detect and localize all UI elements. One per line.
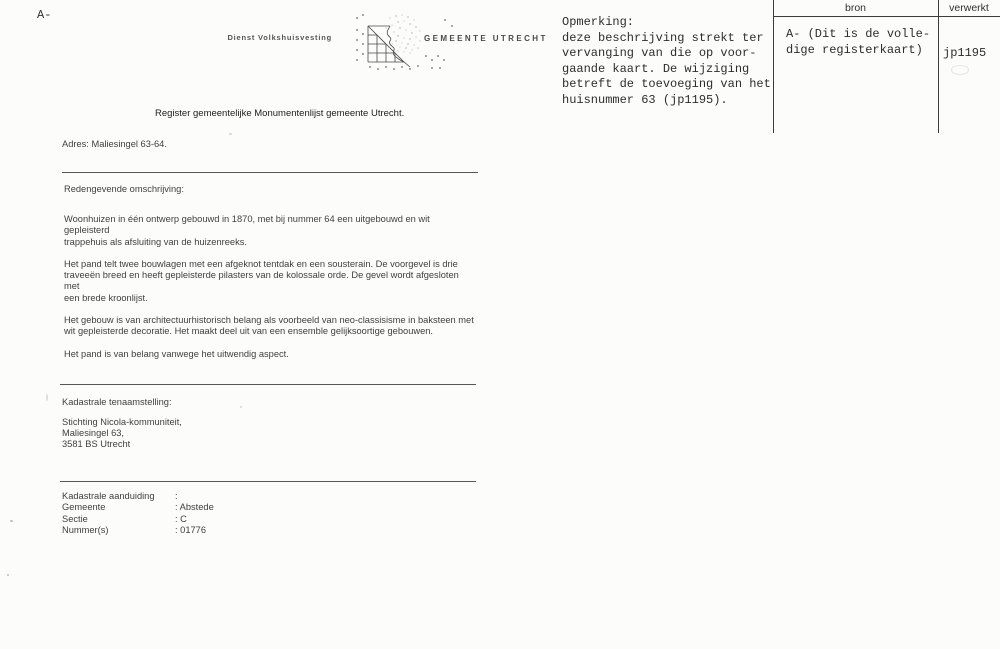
owner-line: Stichting Nicola-kommuniteit, <box>62 417 182 427</box>
column-header-bron: bron <box>844 2 866 14</box>
department-label: Dienst Volkshuisvesting <box>227 33 332 42</box>
description-paragraph <box>64 214 474 248</box>
cadastral-label: Nummer(s) <box>62 524 109 535</box>
cadastral-value: : Abstede <box>175 502 214 513</box>
remark-line: gaande kaart. De wijziging <box>562 61 750 76</box>
cadastral-row <box>62 525 422 536</box>
cadastral-value: : <box>175 491 178 501</box>
cadastral-value: : 01776 <box>175 524 207 535</box>
description-paragraph <box>64 349 474 360</box>
scan-artifact <box>229 133 232 135</box>
page-title: Register gemeentelijke Monumentenlijst gemeente Utrecht. <box>155 108 405 119</box>
bron-entry-line: dige registerkaart) <box>786 42 923 57</box>
description-paragraphs <box>64 214 474 371</box>
paragraph-line: Het gebouw is van architectuurhistorisch belang als voorbeeld van neo-classisisme in baksteen met <box>64 315 474 326</box>
cadastral-label: Kadastrale aanduiding <box>62 491 155 501</box>
cadastral-row <box>62 491 422 502</box>
divider-rule <box>62 172 478 173</box>
verwerkt-entry: jp1195 <box>943 46 987 60</box>
logo-speckle-cloud <box>385 14 421 54</box>
owner-line: Maliesingel 63, <box>62 428 125 438</box>
bron-entry <box>786 27 930 58</box>
column-header-verwerkt: verwerkt <box>949 2 989 14</box>
remark-line: huisnummer 63 (jp1195). <box>562 92 728 107</box>
ownership-block <box>62 417 182 450</box>
bron-entry-line: A- (Dit is de volle- <box>786 27 931 41</box>
paragraph-line: Het pand telt twee bouwlagen met een afgeknot tentdak en een sousterain. De voorgevel is drie <box>64 258 458 269</box>
scan-artifact <box>7 574 9 576</box>
remark-line: betreft de toevoeging van het <box>562 77 771 92</box>
cadastral-value: : C <box>175 513 187 524</box>
scan-artifact <box>10 520 13 522</box>
remark-line: deze beschrijving strekt ter <box>562 30 764 45</box>
paragraph-line: een brede kroonlijst. <box>64 292 148 303</box>
description-heading: Redengevende omschrijving: <box>64 184 184 194</box>
paragraph-line: Woonhuizen in één ontwerp gebouwd in 1870, met bij nummer 64 een uitgebouwd en wit gepleisterd <box>64 214 430 236</box>
paragraph-line: trappehuis als afsluiting van de huizenreeks. <box>64 236 247 247</box>
logo-grid <box>368 26 410 67</box>
cadastral-label: Sectie <box>62 513 88 524</box>
paragraph-line: traveeën breed en heeft gepleisterde pilasters van de kolossale orde. De gevel wordt afgesloten met <box>64 270 459 292</box>
address-line: Adres: Maliesingel 63-64. <box>62 139 167 149</box>
cadastral-row <box>62 502 422 513</box>
cadastral-row <box>62 514 422 525</box>
cadastral-label: Gemeente <box>62 502 106 513</box>
corner-mark: A- <box>37 8 52 22</box>
cadastral-table <box>62 491 422 536</box>
remark-line: Opmerking: <box>562 15 635 29</box>
paragraph-line: wit gepleisterde decoratie. Het maakt deel uit van een ensemble gelijksoortige gebouwen. <box>64 326 433 337</box>
table-vertical-line <box>773 0 774 133</box>
scan-artifact <box>46 394 48 401</box>
stamp-ghost-mark <box>951 65 969 75</box>
remark-line: vervanging van die op voor- <box>562 46 757 61</box>
owner-line: 3581 BS Utrecht <box>62 439 131 449</box>
remark-block <box>562 15 771 109</box>
gemeente-utrecht-logo-icon <box>340 10 465 78</box>
description-paragraph <box>64 315 474 338</box>
divider-rule <box>60 384 476 385</box>
description-paragraph <box>64 259 474 304</box>
table-header-line <box>773 16 1000 17</box>
scan-artifact <box>240 406 242 408</box>
divider-rule <box>60 481 476 482</box>
ownership-heading: Kadastrale tenaamstelling: <box>62 397 172 407</box>
paragraph-line: Het pand is van belang vanwege het uitwendig aspect. <box>64 348 289 359</box>
table-vertical-line <box>938 0 939 133</box>
municipality-label: GEMEENTE UTRECHT <box>424 34 548 43</box>
